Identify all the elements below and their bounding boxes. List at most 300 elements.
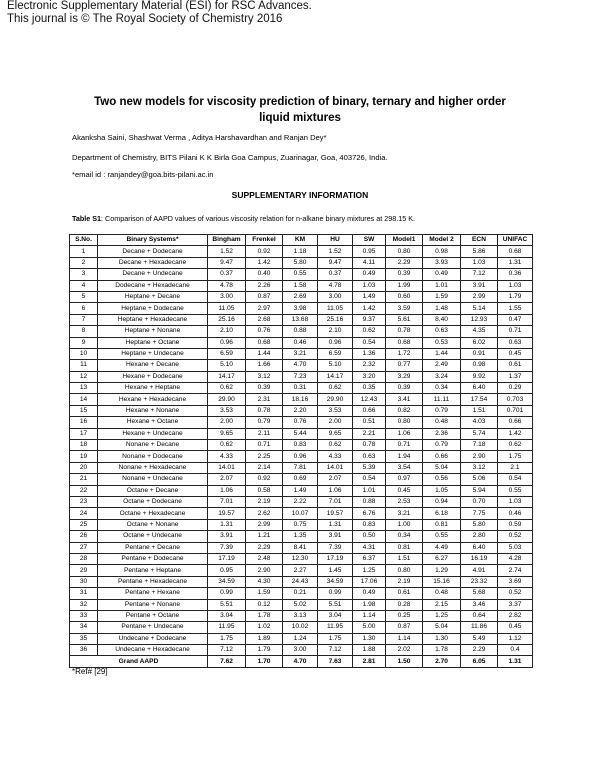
table-row	[70, 485, 533, 496]
aapd-value-cell: 0.37	[318, 269, 353, 280]
table-header-row	[70, 235, 533, 246]
aapd-value-cell: 0.60	[386, 291, 423, 302]
table-row	[70, 337, 533, 348]
aapd-value-cell: 6.59	[208, 348, 246, 359]
binary-system-cell: Heptane + Undecane	[98, 348, 208, 359]
aapd-value-cell: 1.55	[498, 303, 533, 314]
aapd-value-cell: 4.35	[461, 326, 498, 337]
binary-system-cell: Heptane + Octane	[98, 337, 208, 348]
aapd-value-cell: 5.74	[461, 428, 498, 439]
aapd-value-cell: 2.21	[353, 428, 386, 439]
table-row	[70, 496, 533, 507]
aapd-value-cell: 11.05	[318, 303, 353, 314]
aapd-value-cell: 5.02	[283, 599, 318, 610]
aapd-value-cell: 5.10	[208, 360, 246, 371]
aapd-value-cell: 0.96	[318, 337, 353, 348]
table-row	[70, 462, 533, 473]
aapd-value-cell: 0.94	[423, 496, 461, 507]
binary-system-cell: Hexane + Nonane	[98, 405, 208, 416]
aapd-value-cell: 0.63	[498, 337, 533, 348]
aapd-value-cell: 7.39	[318, 542, 353, 553]
row-number: 23	[70, 496, 98, 507]
aapd-value-cell: 29.90	[208, 394, 246, 405]
aapd-value-cell: 4.78	[208, 280, 246, 291]
aapd-value-cell: 0.70	[461, 496, 498, 507]
aapd-value-cell: 1.31	[498, 257, 533, 268]
aapd-value-cell: 3.54	[386, 462, 423, 473]
aapd-value-cell: 5.86	[461, 246, 498, 257]
aapd-value-cell: 6.37	[353, 553, 386, 564]
aapd-value-cell: 5.94	[461, 485, 498, 496]
aapd-value-cell: 7.23	[283, 371, 318, 382]
binary-system-cell: Nonane + Undecane	[98, 474, 208, 485]
binary-system-cell: Decane + Hexadecane	[98, 257, 208, 268]
aapd-value-cell: 17.06	[353, 576, 386, 587]
aapd-value-cell: 11.95	[208, 622, 246, 633]
aapd-value-cell: 1.03	[498, 280, 533, 291]
aapd-value-cell: 2.19	[246, 496, 283, 507]
aapd-value-cell: 2.10	[318, 326, 353, 337]
aapd-value-cell: 5.80	[283, 257, 318, 268]
aapd-value-cell: 0.68	[386, 337, 423, 348]
row-number: 5	[70, 291, 98, 302]
aapd-value-cell: 1.88	[353, 645, 386, 656]
grand-aapd-value: 7.62	[208, 656, 246, 667]
aapd-value-cell: 9.47	[208, 257, 246, 268]
grand-aapd-row	[70, 656, 533, 667]
aapd-value-cell: 7.18	[461, 440, 498, 451]
aapd-value-cell: 2.11	[246, 428, 283, 439]
aapd-value-cell: 5.10	[318, 360, 353, 371]
aapd-value-cell: 2.19	[386, 576, 423, 587]
aapd-value-cell: 7.12	[461, 269, 498, 280]
aapd-value-cell: 0.98	[461, 360, 498, 371]
aapd-value-cell: 0.4	[498, 645, 533, 656]
authors: Akanksha Saini, Shashwat Verma , Aditya Harshavardhan and Ranjan Dey*	[72, 133, 327, 142]
row-number: 28	[70, 553, 98, 564]
row-number: 21	[70, 474, 98, 485]
row-number: 22	[70, 485, 98, 496]
aapd-value-cell: 0.62	[318, 383, 353, 394]
aapd-value-cell: 11.86	[461, 622, 498, 633]
aapd-value-cell: 1.14	[386, 633, 423, 644]
aapd-value-cell: 4.70	[283, 360, 318, 371]
aapd-value-cell: 2.62	[246, 508, 283, 519]
aapd-value-cell: 2.15	[423, 599, 461, 610]
aapd-value-cell: 17.54	[461, 394, 498, 405]
aapd-value-cell: 0.78	[386, 326, 423, 337]
aapd-value-cell: 0.62	[318, 440, 353, 451]
row-number: 27	[70, 542, 98, 553]
aapd-value-cell: 9.92	[461, 371, 498, 382]
aapd-value-cell: 4.33	[318, 451, 353, 462]
aapd-value-cell: 5.68	[461, 588, 498, 599]
aapd-value-cell: 1.51	[386, 553, 423, 564]
table-caption	[72, 214, 415, 223]
aapd-value-cell: 0.36	[498, 269, 533, 280]
row-number: 7	[70, 314, 98, 325]
aapd-value-cell: 2.97	[246, 303, 283, 314]
aapd-value-cell: 0.701	[498, 405, 533, 416]
aapd-value-cell: 1.24	[283, 633, 318, 644]
aapd-value-cell: 0.47	[498, 314, 533, 325]
aapd-value-cell: 2.02	[386, 645, 423, 656]
aapd-value-cell: 6.40	[461, 542, 498, 553]
binary-system-cell: Dodecane + Hexadecane	[98, 280, 208, 291]
aapd-value-cell: 7.81	[283, 462, 318, 473]
aapd-value-cell: 0.34	[423, 383, 461, 394]
aapd-value-cell: 5.51	[318, 599, 353, 610]
aapd-value-cell: 3.53	[318, 405, 353, 416]
table-row	[70, 417, 533, 428]
aapd-value-cell: 0.703	[498, 394, 533, 405]
aapd-value-cell: 4.91	[461, 565, 498, 576]
aapd-value-cell: 0.52	[498, 531, 533, 542]
aapd-value-cell: 1.36	[353, 348, 386, 359]
aapd-value-cell: 6.59	[318, 348, 353, 359]
table-row	[70, 508, 533, 519]
aapd-value-cell: 1.21	[246, 531, 283, 542]
affiliation: Department of Chemistry, BITS Pilani K K Birla Goa Campus, Zuarinagar, Goa, 403726, India.	[72, 153, 388, 162]
aapd-value-cell: 3.91	[208, 531, 246, 542]
aapd-value-cell: 0.50	[353, 531, 386, 542]
aapd-value-cell: 1.03	[461, 257, 498, 268]
table-row	[70, 291, 533, 302]
aapd-value-cell: 3.91	[461, 280, 498, 291]
aapd-value-cell: 3.69	[498, 576, 533, 587]
row-number: 26	[70, 531, 98, 542]
aapd-value-cell: 0.40	[246, 269, 283, 280]
table-body	[70, 246, 533, 667]
aapd-value-cell: 0.66	[353, 405, 386, 416]
aapd-value-cell: 2.10	[208, 326, 246, 337]
aapd-value-cell: 0.39	[246, 383, 283, 394]
table-row	[70, 588, 533, 599]
aapd-value-cell: 3.12	[246, 371, 283, 382]
column-header: S.No.	[70, 235, 98, 246]
aapd-value-cell: 2.29	[461, 645, 498, 656]
aapd-value-cell: 11.05	[208, 303, 246, 314]
aapd-value-cell: 3.04	[208, 610, 246, 621]
aapd-value-cell: 2.36	[423, 428, 461, 439]
table-row	[70, 269, 533, 280]
aapd-value-cell: 2.49	[423, 360, 461, 371]
grand-aapd-value: 4.70	[283, 656, 318, 667]
aapd-value-cell: 2.25	[246, 451, 283, 462]
binary-system-cell: Pentane + Decane	[98, 542, 208, 553]
binary-system-cell: Octane + Dodecane	[98, 496, 208, 507]
aapd-value-cell: 2.74	[498, 565, 533, 576]
aapd-value-cell: 0.79	[423, 440, 461, 451]
aapd-value-cell: 3.20	[353, 371, 386, 382]
aapd-value-cell: 2.20	[283, 405, 318, 416]
aapd-value-cell: 2.99	[461, 291, 498, 302]
aapd-value-cell: 11.11	[423, 394, 461, 405]
aapd-value-cell: 4.11	[353, 257, 386, 268]
aapd-value-cell: 3.29	[386, 371, 423, 382]
aapd-value-cell: 0.92	[246, 246, 283, 257]
footnote: *Ref# [29]	[72, 667, 108, 676]
binary-system-cell: Pentane + Heptane	[98, 565, 208, 576]
aapd-value-cell: 7.01	[208, 496, 246, 507]
aapd-value-cell: 0.62	[353, 326, 386, 337]
aapd-value-cell: 6.18	[423, 508, 461, 519]
aapd-value-cell: 1.30	[423, 633, 461, 644]
aapd-value-cell: 7.01	[318, 496, 353, 507]
aapd-value-cell: 5.14	[461, 303, 498, 314]
table-row	[70, 599, 533, 610]
aapd-value-cell: 0.96	[208, 337, 246, 348]
aapd-value-cell: 5.00	[353, 622, 386, 633]
row-number: 20	[70, 462, 98, 473]
row-number: 29	[70, 565, 98, 576]
column-header: Frenkel	[246, 235, 283, 246]
aapd-value-cell: 0.58	[246, 485, 283, 496]
aapd-value-cell: 1.66	[246, 360, 283, 371]
title-line-2: liquid mixtures	[259, 112, 341, 124]
aapd-value-cell: 2.26	[246, 280, 283, 291]
row-number: 4	[70, 280, 98, 291]
aapd-value-cell: 13.68	[283, 314, 318, 325]
aapd-value-cell: 1.03	[353, 280, 386, 291]
table-row	[70, 257, 533, 268]
binary-system-cell: Pentane + Undecane	[98, 622, 208, 633]
aapd-value-cell: 6.02	[461, 337, 498, 348]
aapd-value-cell: 1.51	[461, 405, 498, 416]
aapd-value-cell: 0.61	[386, 588, 423, 599]
aapd-value-cell: 1.00	[386, 519, 423, 530]
row-number: 35	[70, 633, 98, 644]
aapd-value-cell: 1.01	[423, 280, 461, 291]
aapd-value-cell: 12.30	[283, 553, 318, 564]
aapd-value-cell: 1.75	[208, 633, 246, 644]
aapd-value-cell: 2.82	[498, 610, 533, 621]
aapd-value-cell: 9.65	[208, 428, 246, 439]
binary-system-cell: Heptane + Decane	[98, 291, 208, 302]
aapd-value-cell: 0.64	[461, 610, 498, 621]
column-header: Model1	[386, 235, 423, 246]
table-row	[70, 383, 533, 394]
aapd-value-cell: 1.78	[246, 610, 283, 621]
esi-header	[7, 0, 312, 26]
binary-system-cell: Nonane + Hexadecane	[98, 462, 208, 473]
aapd-value-cell: 3.21	[283, 348, 318, 359]
grand-aapd-label: Grand AAPD	[70, 656, 208, 667]
aapd-value-cell: 4.33	[208, 451, 246, 462]
aapd-value-cell: 0.99	[208, 588, 246, 599]
column-header: Model 2	[423, 235, 461, 246]
aapd-value-cell: 2.90	[461, 451, 498, 462]
aapd-value-cell: 17.19	[318, 553, 353, 564]
row-number: 31	[70, 588, 98, 599]
binary-system-cell: Octane + Undecane	[98, 531, 208, 542]
binary-system-cell: Octane + Decane	[98, 485, 208, 496]
table-row	[70, 610, 533, 621]
aapd-value-cell: 1.79	[498, 291, 533, 302]
aapd-value-cell: 0.29	[498, 383, 533, 394]
column-header: ECN	[461, 235, 498, 246]
aapd-value-cell: 0.35	[353, 383, 386, 394]
table-row	[70, 348, 533, 359]
aapd-value-cell: 5.44	[283, 428, 318, 439]
column-header: KM	[283, 235, 318, 246]
aapd-value-cell: 2.29	[246, 542, 283, 553]
row-number: 36	[70, 645, 98, 656]
binary-system-cell: Hexane + Hexadecane	[98, 394, 208, 405]
aapd-value-cell: 0.55	[498, 485, 533, 496]
aapd-value-cell: 1.58	[283, 280, 318, 291]
title-line-1: Two new models for viscosity prediction of binary, ternary and higher order	[94, 96, 506, 108]
aapd-value-cell: 14.17	[318, 371, 353, 382]
table-row	[70, 565, 533, 576]
aapd-value-cell: 3.53	[208, 405, 246, 416]
aapd-value-cell: 8.40	[423, 314, 461, 325]
aapd-value-cell: 0.87	[246, 291, 283, 302]
aapd-value-cell: 0.51	[353, 417, 386, 428]
aapd-value-cell: 1.52	[318, 246, 353, 257]
row-number: 3	[70, 269, 98, 280]
aapd-value-cell: 0.71	[498, 326, 533, 337]
aapd-value-cell: 9.47	[318, 257, 353, 268]
aapd-value-cell: 0.71	[246, 440, 283, 451]
aapd-value-cell: 0.96	[283, 451, 318, 462]
aapd-value-cell: 0.46	[498, 508, 533, 519]
binary-system-cell: Pentane + Hexadecane	[98, 576, 208, 587]
row-number: 18	[70, 440, 98, 451]
aapd-value-cell: 0.25	[386, 610, 423, 621]
row-number: 10	[70, 348, 98, 359]
aapd-value-cell: 1.75	[318, 633, 353, 644]
aapd-value-cell: 2.80	[461, 531, 498, 542]
aapd-value-cell: 7.75	[461, 508, 498, 519]
aapd-value-cell: 5.49	[461, 633, 498, 644]
email: *email id : ranjandey@goa.bits-pilani.ac.in	[72, 170, 214, 179]
row-number: 32	[70, 599, 98, 610]
aapd-value-cell: 29.90	[318, 394, 353, 405]
aapd-value-cell: 19.57	[208, 508, 246, 519]
aapd-value-cell: 1.89	[246, 633, 283, 644]
aapd-value-cell: 0.80	[386, 417, 423, 428]
aapd-value-cell: 0.75	[283, 519, 318, 530]
aapd-value-cell: 4.49	[423, 542, 461, 553]
binary-system-cell: Decane + Dodecane	[98, 246, 208, 257]
aapd-value-cell: 0.48	[423, 417, 461, 428]
table-row	[70, 645, 533, 656]
aapd-value-cell: 3.93	[423, 257, 461, 268]
aapd-value-cell: 10.02	[283, 622, 318, 633]
aapd-value-cell: 16.19	[461, 553, 498, 564]
aapd-value-cell: 11.95	[318, 622, 353, 633]
row-number: 1	[70, 246, 98, 257]
aapd-value-cell: 2.53	[386, 496, 423, 507]
grand-aapd-value: 2.81	[353, 656, 386, 667]
aapd-value-cell: 0.91	[461, 348, 498, 359]
binary-system-cell: Undecane + Dodecane	[98, 633, 208, 644]
row-number: 8	[70, 326, 98, 337]
aapd-value-cell: 2.07	[318, 474, 353, 485]
table-row	[70, 428, 533, 439]
aapd-value-cell: 6.76	[353, 508, 386, 519]
paper-title	[60, 94, 540, 126]
aapd-value-cell: 2.14	[246, 462, 283, 473]
aapd-value-cell: 1.59	[423, 291, 461, 302]
row-number: 12	[70, 371, 98, 382]
caption-text: : Comparison of AAPD values of various viscosity relation for n-alkane binary mixtures at 298.15 K.	[101, 214, 416, 223]
binary-system-cell: Pentane + Octane	[98, 610, 208, 621]
table-row	[70, 360, 533, 371]
aapd-value-cell: 0.45	[498, 622, 533, 633]
aapd-value-cell: 5.04	[423, 622, 461, 633]
aapd-value-cell: 0.28	[386, 599, 423, 610]
binary-system-cell: Hexane + Octane	[98, 417, 208, 428]
binary-system-cell: Hexane + Dodecane	[98, 371, 208, 382]
table-row	[70, 451, 533, 462]
aapd-value-cell: 1.98	[353, 599, 386, 610]
aapd-value-cell: 1.03	[498, 496, 533, 507]
table-row	[70, 405, 533, 416]
aapd-value-cell: 1.05	[423, 485, 461, 496]
row-number: 34	[70, 622, 98, 633]
aapd-value-cell: 3.21	[386, 508, 423, 519]
aapd-value-cell: 1.52	[208, 246, 246, 257]
row-number: 33	[70, 610, 98, 621]
aapd-value-cell: 1.30	[353, 633, 386, 644]
row-number: 2	[70, 257, 98, 268]
esi-line-2: This journal is © The Royal Society of Chemistry 2016	[7, 13, 283, 25]
aapd-value-cell: 0.87	[386, 622, 423, 633]
table-row	[70, 314, 533, 325]
aapd-value-cell: 0.97	[386, 474, 423, 485]
aapd-value-cell: 0.71	[386, 440, 423, 451]
aapd-value-cell: 2.00	[208, 417, 246, 428]
grand-aapd-value: 6.05	[461, 656, 498, 667]
binary-system-cell: Nonane + Dodecane	[98, 451, 208, 462]
table-row	[70, 519, 533, 530]
table-row	[70, 326, 533, 337]
aapd-value-cell: 0.81	[386, 542, 423, 553]
aapd-value-cell: 0.80	[386, 246, 423, 257]
aapd-value-cell: 0.52	[498, 588, 533, 599]
row-number: 6	[70, 303, 98, 314]
grand-aapd-value: 1.31	[498, 656, 533, 667]
aapd-value-cell: 0.55	[423, 531, 461, 542]
aapd-value-cell: 2.68	[246, 314, 283, 325]
aapd-value-cell: 0.68	[498, 246, 533, 257]
aapd-value-cell: 0.83	[283, 440, 318, 451]
aapd-value-cell: 0.81	[423, 519, 461, 530]
aapd-value-cell: 0.68	[246, 337, 283, 348]
aapd-value-cell: 0.34	[386, 531, 423, 542]
table-row	[70, 246, 533, 257]
aapd-value-cell: 0.92	[246, 474, 283, 485]
aapd-value-cell: 7.39	[208, 542, 246, 553]
binary-system-cell: Pentane + Dodecane	[98, 553, 208, 564]
aapd-value-cell: 0.54	[498, 474, 533, 485]
aapd-value-cell: 0.49	[423, 269, 461, 280]
aapd-value-cell: 2.90	[246, 565, 283, 576]
aapd-value-cell: 5.80	[461, 519, 498, 530]
aapd-value-cell: 1.31	[208, 519, 246, 530]
aapd-value-cell: 0.98	[423, 246, 461, 257]
aapd-value-cell: 0.62	[498, 440, 533, 451]
aapd-value-cell: 1.06	[208, 485, 246, 496]
aapd-value-cell: 0.39	[386, 383, 423, 394]
table-row	[70, 553, 533, 564]
grand-aapd-value: 1.50	[386, 656, 423, 667]
esi-line-1: Electronic Supplementary Material (ESI) for RSC Advances.	[7, 0, 312, 12]
aapd-value-cell: 6.27	[423, 553, 461, 564]
aapd-value-cell: 1.01	[353, 485, 386, 496]
